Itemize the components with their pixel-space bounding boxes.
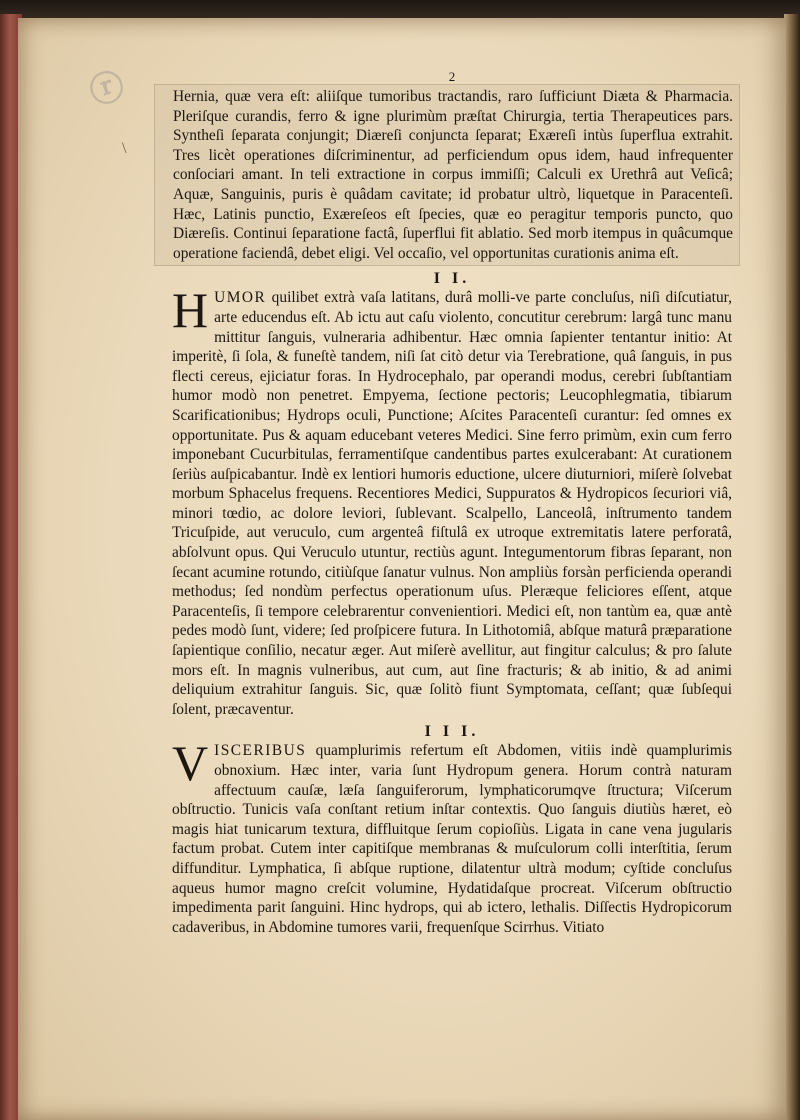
lead-word: ISCERIBUS (214, 742, 307, 760)
folio-number: 2 (448, 69, 456, 84)
section-paragraph (172, 282, 732, 719)
drop-cap: V (172, 735, 209, 792)
drop-cap: H (172, 282, 209, 339)
margin-mark: \ (122, 140, 127, 157)
section-body: quilibet extrà vaſa latitans, durâ molli-ve parte concluſus, niſi diſcutiatur, arte educendus eſt. Ab ictu aut caſu violento, concutitur cerebrum: largâ tunc manu mittitur ſanguis, vulneraria adhibentur. Hæc omnia ſapienter tentantur initio: At imperitè, ſi ſola, & funeſtè tandem, niſi ſat citò detur via Terebratione, quâ ſanguis, in pus flecti cereus, ejiciatur foras. In Hydrocephalo, par operandi modus, cerebri ſubſtantiam humor modò non penetret. Empyema, ſectione pectoris; Leucophlegmatia, tibiarum Scarificationibus; Hydrops oculi, Punctione; Aſcites Paracenteſi curantur: ſed omnes ex opportunitate. Pus & aquam educebant veteres Medici. Sine ferro primùm, exin cum ferro imponebant Cucurbitulas, ferramentiſque candentibus partes exulcerabant: At curationem ſeriùs auſpicabantur. Indè ex lentiori humoris eductione, ulcere diuturniori, miſerè ſolvebat morbum Sphacelus frequens. Recentiores Medici, Suppuratos & Hydropicos ſecuriori viâ, minori tœdio, ac dolore leviori, ſublevant. Scalpello, Lanceolâ, inſtrumento tandem Tricuſpide, aut veruculo, cum argenteâ fiſtulâ ex utroque extremitatis latere perforatâ, abſolvunt opus. Qui Veruculo utuntur, rectiùs agunt. Integumentorum fibras ſeparant, non ſecant acumine rotundo, citiùſque ſanatur vulnus. Non ampliùs forsàn perficienda operandi methodus; ſed nondùm perfectus operationum uſus. Pleræque feliciores eſſent, atque Paracenteſis, ſi tempore celebrarentur convenientiori. Medici eſt, non tantùm ea, quæ antè pedes modò ſunt, videre; ſed proſpicere futura. In Lithotomiâ, abſque maturâ præparatione ſapientique conſilio, necatur æger. Aut miſerè avellitur, aut fingitur calculus; & pro ſalute mors eſt. In magnis vulneribus, aut cum, aut ſine fracturis; & ab initio, & ad animi deliquium extrahitur ſanguis. Sic, quæ ſolitò fiunt Symptomata, ceſſant; quæ ſubſequi ſolent, præcaventur. (172, 289, 732, 718)
page-edge-right (784, 14, 800, 1120)
section-3 (172, 723, 732, 937)
section-body: quamplurimis refertum eſt Abdomen, vitiis indè quamplurimis obnoxium. Hæc inter, varia ſunt Hydropum genera. Horum contrà naturam affectuum cauſæ, læſa ſanguiferorum, lymphaticorumqve ſtructura; Viſcerum obſtructio. Tunicis vaſa conſtant retium inſtar contextis. Quo ſanguis diutiùs hæret, eò magis hiat tunicarum textura, diffluitque ſerum copioſiùs. Ligata in cane vena jugularis factum probat. Cutem inter capitiſque membranas & muſculorum colli interſtitia, ſerum diffunditur. Lymphatica, ſi abſque ruptione, dilatentur ultrà modum; cyſtide concluſus aqueus humor magno creſcit volumine, Hydatidaſque procreat. Viſcerum obſtructio impedimenta parit ſanguini. Hinc hydrops, qui ab ictero, lethalis. Diſſectis Hydropicorum cadaveribus, in Abdomine tumores varii, frequenſque Scirrhus. Vitiato (172, 742, 732, 936)
section-paragraph (172, 735, 732, 937)
section-number: I I I. (424, 723, 480, 741)
section-2 (172, 270, 732, 719)
lead-word: UMOR (214, 289, 267, 307)
section-number: I I. (433, 270, 471, 288)
library-stamp-mark: ⓡ (85, 66, 130, 113)
page-text (172, 70, 732, 937)
intro-paragraph-box (154, 84, 740, 266)
intro-paragraph: Hernia, quæ vera eſt: aliiſque tumoribus tractandis, raro ſufficiunt Diæta & Pharmacia. Pleriſque curandis, ferro & igne plurimùm præſtat Chirurgia, tertia Therapeutices pars. Syntheſi ſeparata conjungit; Diæreſi conjuncta ſeparat; Exæreſi intùs ſuperflua extrahit. Tres licèt operationes diſcriminentur, ad perficiendum opus idem, haud infrequenter conſociari amant. In teli extractione in corpus immiſſi; Calculi ex Urethrâ aut Veſicâ; Aquæ, Sanguinis, puris è quâdam cavitate; id probatur ultrò, liquetque in Paracenteſi. Hæc, Latinis punctio, Exæreſeos eſt ſpecies, quæ eo peragitur temporis puncto, quo Diæreſis. Continui ſeparatione factâ, ſuperflui fit ablatio. Sed morb itempus in quâcumque operatione faciendâ, debet eligi. Vel occaſio, vel opportunitas curationis anima eſt. (173, 88, 733, 262)
